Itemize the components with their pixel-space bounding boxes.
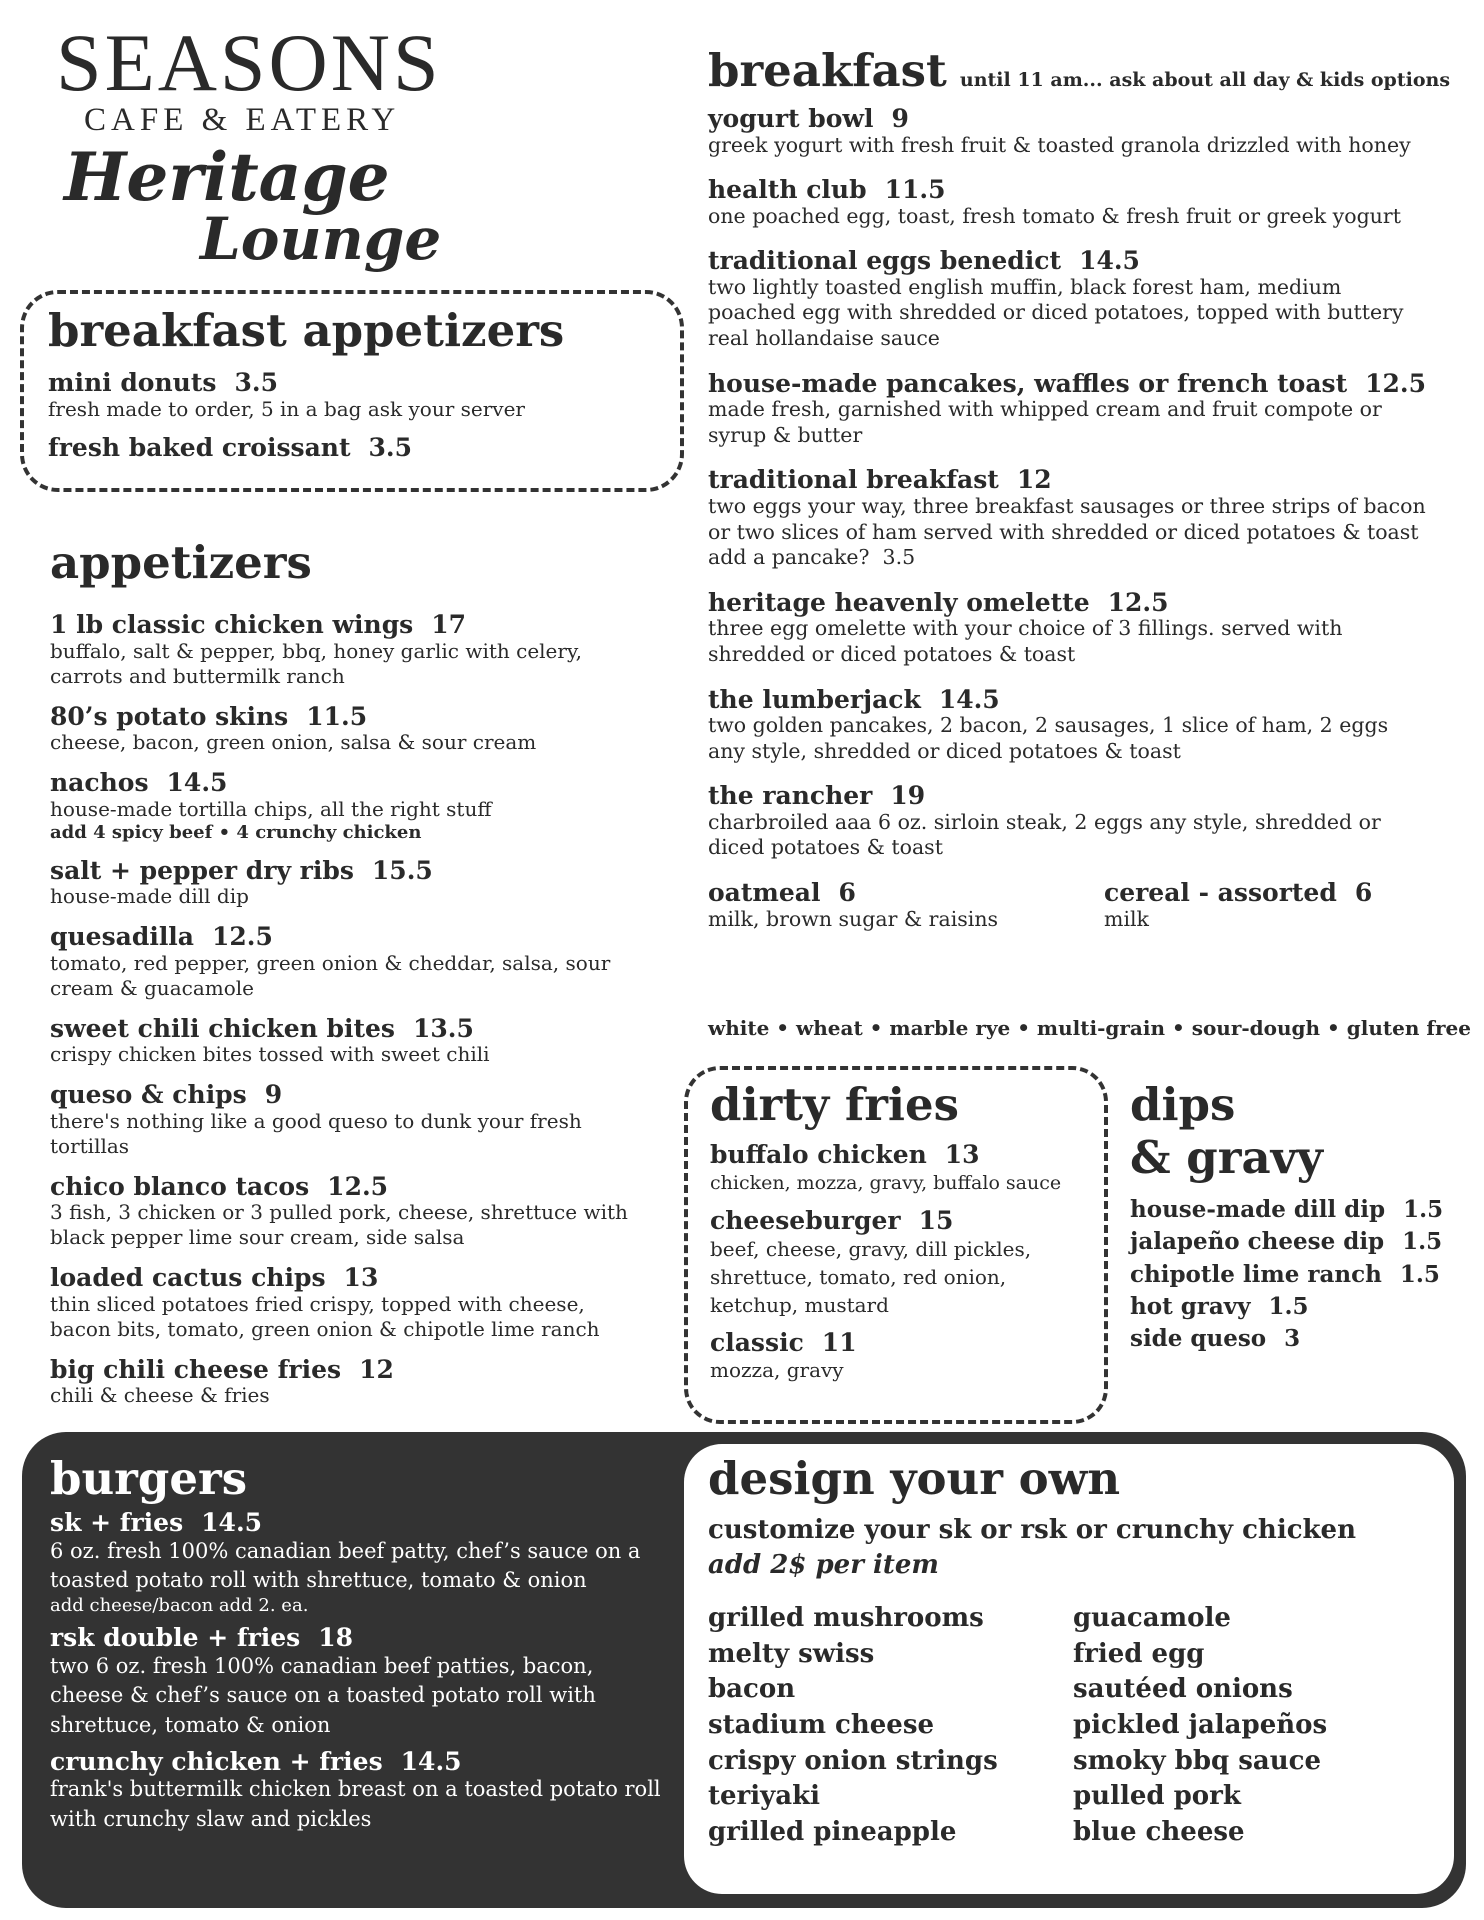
design-your-own-price: add 2$ per item (708, 1550, 939, 1581)
item-name: sweet chili chicken bites (50, 1013, 395, 1043)
item-price: 12.5 (1107, 587, 1169, 617)
item-desc: house-made dill dip (50, 884, 249, 908)
breakfast-section (708, 44, 1468, 932)
item-name: 1 lb classic chicken wings (50, 610, 414, 639)
item-desc: milk, brown sugar & raisins (708, 906, 999, 931)
list-item (50, 1173, 650, 1251)
item-desc: greek yogurt with fresh fruit & toasted granola drizzled with honey (708, 132, 1411, 157)
item-desc: there's nothing like a good queso to dunk your fresh tortillas (50, 1108, 582, 1158)
item-name: fresh baked croissant (48, 432, 351, 462)
item-name: the lumberjack (708, 684, 921, 714)
item-desc: chicken, mozza, gravy, buffalo sauce (710, 1171, 1062, 1194)
list-item: grilled pineapple (708, 1816, 957, 1847)
burgers-title: burgers (50, 1452, 248, 1505)
list-item: guacamole (1073, 1603, 1231, 1634)
item-price: 6 (1354, 878, 1373, 907)
breakfast-appetizers-title: breakfast appetizers (48, 304, 565, 357)
item-price: 17 (431, 610, 467, 639)
item-price: 14.5 (1079, 246, 1140, 276)
item-price: 18 (318, 1623, 354, 1653)
list-item (708, 247, 1468, 351)
gravy-title: & gravy (1130, 1131, 1323, 1185)
item-name: big chili cheese fries (50, 1354, 342, 1384)
list-item: fried egg (1073, 1638, 1205, 1669)
item-name: loaded cactus chips (50, 1263, 326, 1292)
list-item (1104, 879, 1372, 932)
item-name: oatmeal (708, 878, 821, 907)
list-item (1130, 1291, 1470, 1323)
list-item (708, 466, 1468, 570)
item-price: 3.5 (368, 432, 413, 462)
item-name: buffalo chicken (710, 1140, 927, 1169)
appetizers-section (50, 536, 650, 1422)
item-name: yogurt bowl (708, 104, 874, 133)
list-item (50, 1081, 650, 1159)
logo-cafe-eatery: CAFE & EATERY (84, 102, 401, 138)
item-extra: add cheese/bacon add 2. ea. (50, 1595, 309, 1617)
list-item: pulled pork (1073, 1781, 1241, 1812)
oatmeal-cereal-row (708, 879, 1468, 932)
item-price: 12 (1016, 465, 1052, 495)
topping-list-left (708, 1601, 1073, 1850)
design-your-own-section (708, 1452, 1438, 1850)
item-price: 11 (821, 1327, 857, 1357)
list-item (50, 1509, 670, 1616)
item-price: 1.5 (1268, 1292, 1309, 1320)
item-desc: chili & cheese & fries (50, 1383, 270, 1407)
list-item (1130, 1259, 1470, 1291)
item-price: 12.5 (212, 922, 273, 951)
list-item (48, 434, 668, 462)
list-item: smoky bbq sauce (1073, 1745, 1322, 1776)
list-item (50, 1015, 650, 1068)
item-name: chipotle lime ranch (1130, 1260, 1382, 1288)
logo-heritage: Heritage (64, 138, 390, 216)
list-item (48, 369, 668, 422)
item-price: 3 (1284, 1324, 1301, 1352)
design-your-own-intro: customize your sk or rsk or crunchy chicken (708, 1515, 1356, 1545)
item-name: cereal - assorted (1104, 878, 1337, 907)
item-name: sk + fries (50, 1508, 184, 1537)
list-item: melty swiss (708, 1638, 875, 1669)
item-desc: two golden pancakes, 2 bacon, 2 sausages, 1 slice of ham, 2 eggs any style, shredded or diced potatoes & toast (708, 713, 1389, 763)
list-item: bacon (708, 1674, 796, 1705)
item-price: 1.5 (1399, 1260, 1440, 1288)
list-item (710, 1207, 1100, 1319)
list-item (708, 105, 1468, 158)
breakfast-appetizers-section (48, 304, 668, 462)
item-desc: beef, cheese, gravy, dill pickles, shrettuce, tomato, red onion, ketchup, mustard (710, 1236, 1032, 1317)
item-desc: 3 fish, 3 chicken or 3 pulled pork, cheese, shrettuce with black pepper lime sour cream, side salsa (50, 1200, 628, 1249)
item-price: 1.5 (1403, 1196, 1444, 1224)
list-item (50, 923, 650, 1001)
item-desc: two lightly toasted english muffin, black forest ham, medium poached egg with shredded or diced potatoes, topped with buttery real hollandaise sauce (708, 274, 1404, 350)
item-name: cheeseburger (710, 1206, 901, 1235)
list-item (710, 1141, 1100, 1197)
item-price: 11.5 (306, 701, 368, 731)
item-desc: house-made tortilla chips, all the right stuff (50, 796, 492, 821)
item-price: 13 (343, 1263, 379, 1292)
list-item: stadium cheese (708, 1710, 935, 1741)
item-price: 19 (890, 781, 926, 811)
appetizers-title: appetizers (50, 536, 312, 589)
item-name: rsk double + fries (50, 1623, 301, 1653)
item-name: 80’s potato skins (50, 701, 289, 731)
item-name: classic (710, 1327, 804, 1357)
item-name: queso & chips (50, 1080, 247, 1109)
item-name: mini donuts (48, 368, 217, 397)
list-item (710, 1329, 1100, 1385)
list-item (50, 1748, 670, 1834)
item-name: quesadilla (50, 922, 195, 951)
item-name: chico blanco tacos (50, 1171, 310, 1201)
item-price: 6 (838, 878, 856, 907)
list-item (708, 879, 1104, 932)
list-item: teriyaki (708, 1781, 820, 1812)
list-item (1130, 1323, 1470, 1355)
item-desc: one poached egg, toast, fresh tomato & fresh fruit or greek yogurt (708, 203, 1401, 228)
item-price: 1.5 (1402, 1228, 1443, 1256)
list-item (50, 857, 650, 910)
item-name: side queso (1130, 1324, 1267, 1352)
logo-lounge: Lounge (200, 205, 442, 273)
item-desc: mozza, gravy (710, 1358, 844, 1382)
item-price: 14.5 (938, 684, 1000, 714)
item-desc: two 6 oz. fresh 100% canadian beef patties, bacon, cheese & chef’s sauce on a toasted potato roll with shrettuce, tomato & onion (50, 1653, 596, 1737)
topping-list-right (1073, 1601, 1438, 1850)
item-price: 13 (944, 1140, 980, 1169)
item-name: jalapeño cheese dip (1130, 1228, 1385, 1256)
item-price: 9 (264, 1080, 283, 1109)
list-item: sautéed onions (1073, 1674, 1293, 1705)
list-item: crispy onion strings (708, 1745, 998, 1776)
item-desc: buffalo, salt & pepper, bbq, honey garlic with celery, carrots and buttermilk ranch (50, 638, 582, 688)
dirty-fries-title: dirty fries (710, 1078, 959, 1131)
breakfast-subtitle: until 11 am... ask about all day & kids options (959, 69, 1451, 91)
dirty-fries-section (710, 1078, 1100, 1384)
item-name: nachos (50, 768, 149, 797)
item-desc: 6 oz. fresh 100% canadian beef patty, chef’s sauce on a toasted potato roll with shrettuce, tomato & onion (50, 1538, 641, 1592)
item-name: crunchy chicken + fries (50, 1746, 383, 1776)
item-price: 14.5 (166, 768, 228, 797)
item-extra: add 4 spicy beef • 4 crunchy chicken (50, 821, 422, 843)
list-item (708, 589, 1468, 668)
item-name: house-made dill dip (1130, 1196, 1386, 1224)
list-item (1130, 1194, 1470, 1226)
list-item: pickled jalapeños (1073, 1710, 1328, 1741)
item-desc: charbroiled aaa 6 oz. sirloin steak, 2 eggs any style, shredded or diced potatoes & toast (708, 809, 1381, 860)
item-name: health club (708, 175, 867, 205)
list-item: grilled mushrooms (708, 1603, 984, 1634)
item-price: 3.5 (234, 368, 278, 397)
item-desc: two eggs your way, three breakfast sausages or three strips of bacon or two slices of ham served with shredded or diced potatoes & toast add a pancake? 3.5 (708, 493, 1439, 570)
item-price: 15.5 (371, 855, 433, 885)
item-desc: made fresh, garnished with whipped cream and fruit compote or syrup & butter (708, 397, 1382, 447)
list-item (50, 1264, 650, 1342)
item-price: 14.5 (201, 1508, 263, 1537)
item-desc: crispy chicken bites tossed with sweet chili (50, 1042, 490, 1066)
item-price: 15 (918, 1206, 954, 1235)
item-price: 13.5 (412, 1013, 474, 1043)
item-price: 12 (359, 1354, 394, 1384)
item-name: traditional eggs benedict (708, 246, 1062, 276)
item-name: traditional breakfast (708, 465, 999, 495)
item-desc: milk (1104, 906, 1149, 931)
item-desc: thin sliced potatoes fried crispy, topped with cheese, bacon bits, tomato, green onion & chipotle lime ranch (50, 1291, 600, 1341)
dips-gravy-section (1130, 1078, 1470, 1355)
item-price: 9 (891, 104, 909, 133)
item-price: 11.5 (884, 175, 946, 205)
list-item: blue cheese (1073, 1816, 1245, 1847)
item-desc: three egg omelette with your choice of 3 fillings. served with shredded or diced potatoes & toast (708, 616, 1343, 666)
item-price: 14.5 (400, 1746, 462, 1776)
list-item (708, 686, 1468, 765)
list-item (50, 769, 650, 843)
item-desc: frank's buttermilk chicken breast on a toasted potato roll with crunchy slaw and pickles (50, 1777, 661, 1831)
dips-title: dips (1130, 1078, 1236, 1131)
list-item (1130, 1226, 1470, 1258)
item-name: salt + pepper dry ribs (50, 855, 354, 885)
list-item (708, 176, 1468, 229)
item-desc: fresh made to order, 5 in a bag ask your server (48, 396, 525, 421)
list-item (708, 782, 1468, 861)
item-desc: tomato, red pepper, green onion & cheddar, salsa, sour cream & guacamole (50, 950, 611, 1000)
item-price: 12.5 (327, 1171, 389, 1201)
item-name: the rancher (708, 781, 873, 811)
list-item (50, 1624, 670, 1740)
list-item (50, 1356, 650, 1409)
logo-seasons: SEASONS (56, 17, 442, 108)
item-price: 12.5 (1365, 368, 1427, 398)
list-item (50, 611, 650, 689)
item-name: hot gravy (1130, 1292, 1251, 1320)
list-item (50, 703, 650, 756)
item-desc: cheese, bacon, green onion, salsa & sour cream (50, 730, 537, 754)
bread-options: white • wheat • marble rye • multi-grain • sour-dough • gluten free (708, 1016, 1471, 1040)
list-item (708, 370, 1468, 449)
breakfast-title: breakfast (708, 44, 947, 97)
item-name: house-made pancakes, waffles or french toast (708, 368, 1348, 398)
design-your-own-title: design your own (708, 1452, 1121, 1505)
item-name: heritage heavenly omelette (708, 587, 1090, 617)
burgers-section (50, 1452, 670, 1842)
